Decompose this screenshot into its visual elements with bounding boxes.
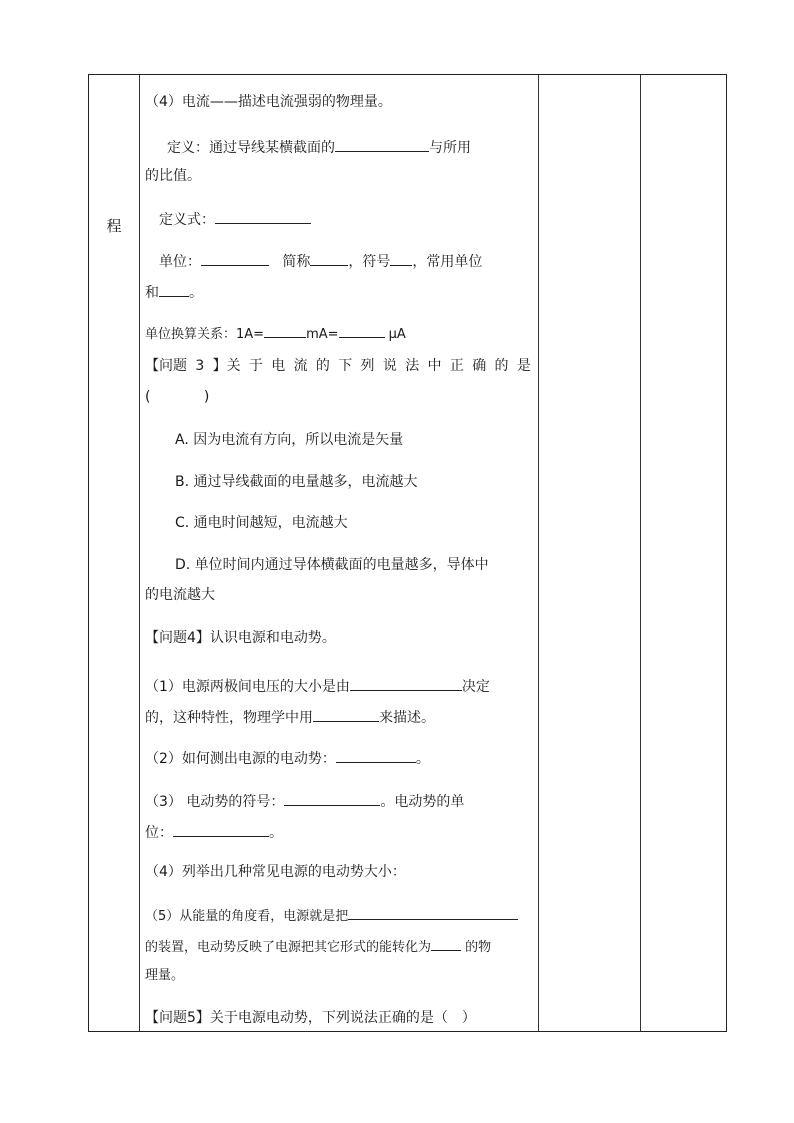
answer-blank[interactable]: [284, 791, 380, 806]
question-4-item-1: （1）电源两极间电压的大小是由 决定: [145, 676, 490, 696]
lesson-table: [88, 74, 727, 1032]
question-4-item-5-end: 理量。: [145, 968, 185, 983]
question-3-stem: 【问题 3 】关 于 电 流 的 下 列 说 法 中 正 确 的 是: [145, 358, 531, 374]
answer-blank[interactable]: [390, 251, 412, 266]
question-4-item-3: （3） 电动势的符号： 。电动势的单: [145, 791, 464, 811]
question-5-stem: 【问题5】关于电源电动势，下列说法正确的是（ ）: [145, 1010, 476, 1026]
column-divider-3: [640, 75, 641, 1031]
column-divider-2: [538, 75, 539, 1031]
definition-line-cont: 的比值。: [145, 168, 201, 184]
answer-blank[interactable]: [431, 936, 461, 951]
answer-blank[interactable]: [348, 905, 518, 920]
answer-blank[interactable]: [201, 251, 269, 266]
question-3-option-c: C. 通电时间越短，电流越大: [175, 515, 348, 531]
answer-blank[interactable]: [215, 209, 311, 224]
question-3-option-d: D. 单位时间内通过导体横截面的电量越多，导体中: [175, 557, 489, 573]
unit-line-cont: 和 。: [145, 282, 203, 302]
answer-blank[interactable]: [264, 323, 306, 338]
question-4-item-5: （5）从能量的角度看，电源就是把: [145, 905, 518, 926]
question-4-item-1-cont: 的，这种特性，物理学中用 来描述。: [145, 707, 435, 727]
answer-blank[interactable]: [173, 822, 269, 837]
answer-blank[interactable]: [336, 748, 416, 763]
unit-conversion-line: 单位换算关系：1A= mA= μA: [145, 323, 406, 344]
answer-blank[interactable]: [335, 137, 429, 152]
process-column-label: 程: [106, 217, 122, 235]
question-4-item-2: （2）如何测出电源的电动势： 。: [145, 748, 430, 768]
unit-line: 单位： 简称 ，符号 ，常用单位: [159, 251, 482, 271]
question-3-option-b: B. 通过导线截面的电量越多，电流越大: [175, 474, 418, 490]
definition-line: 定义：通过导线某横截面的 与所用: [167, 137, 471, 157]
question-4-heading: 【问题4】认识电源和电动势。: [145, 630, 336, 646]
question-4-item-3-cont: 位： 。: [145, 822, 283, 842]
answer-blank[interactable]: [310, 251, 348, 266]
column-divider-1: [139, 75, 140, 1031]
answer-blank[interactable]: [159, 282, 189, 297]
question-4-item-5-cont: 的装置，电动势反映了电源把其它形式的能转化为 的物: [145, 936, 491, 957]
question-3-option-a: A. 因为电流有方向，所以电流是矢量: [175, 432, 404, 448]
formula-line: 定义式：: [159, 209, 311, 229]
answer-blank[interactable]: [313, 707, 379, 722]
question-3-option-d-cont: 的电流越大: [145, 587, 215, 603]
current-heading: （4）电流——描述电流强弱的物理量。: [145, 94, 392, 110]
question-4-item-4: （4）列举出几种常见电源的电动势大小：: [145, 864, 406, 880]
question-3-paren: ( ): [145, 389, 210, 405]
answer-blank[interactable]: [350, 676, 462, 691]
answer-blank[interactable]: [339, 323, 385, 338]
